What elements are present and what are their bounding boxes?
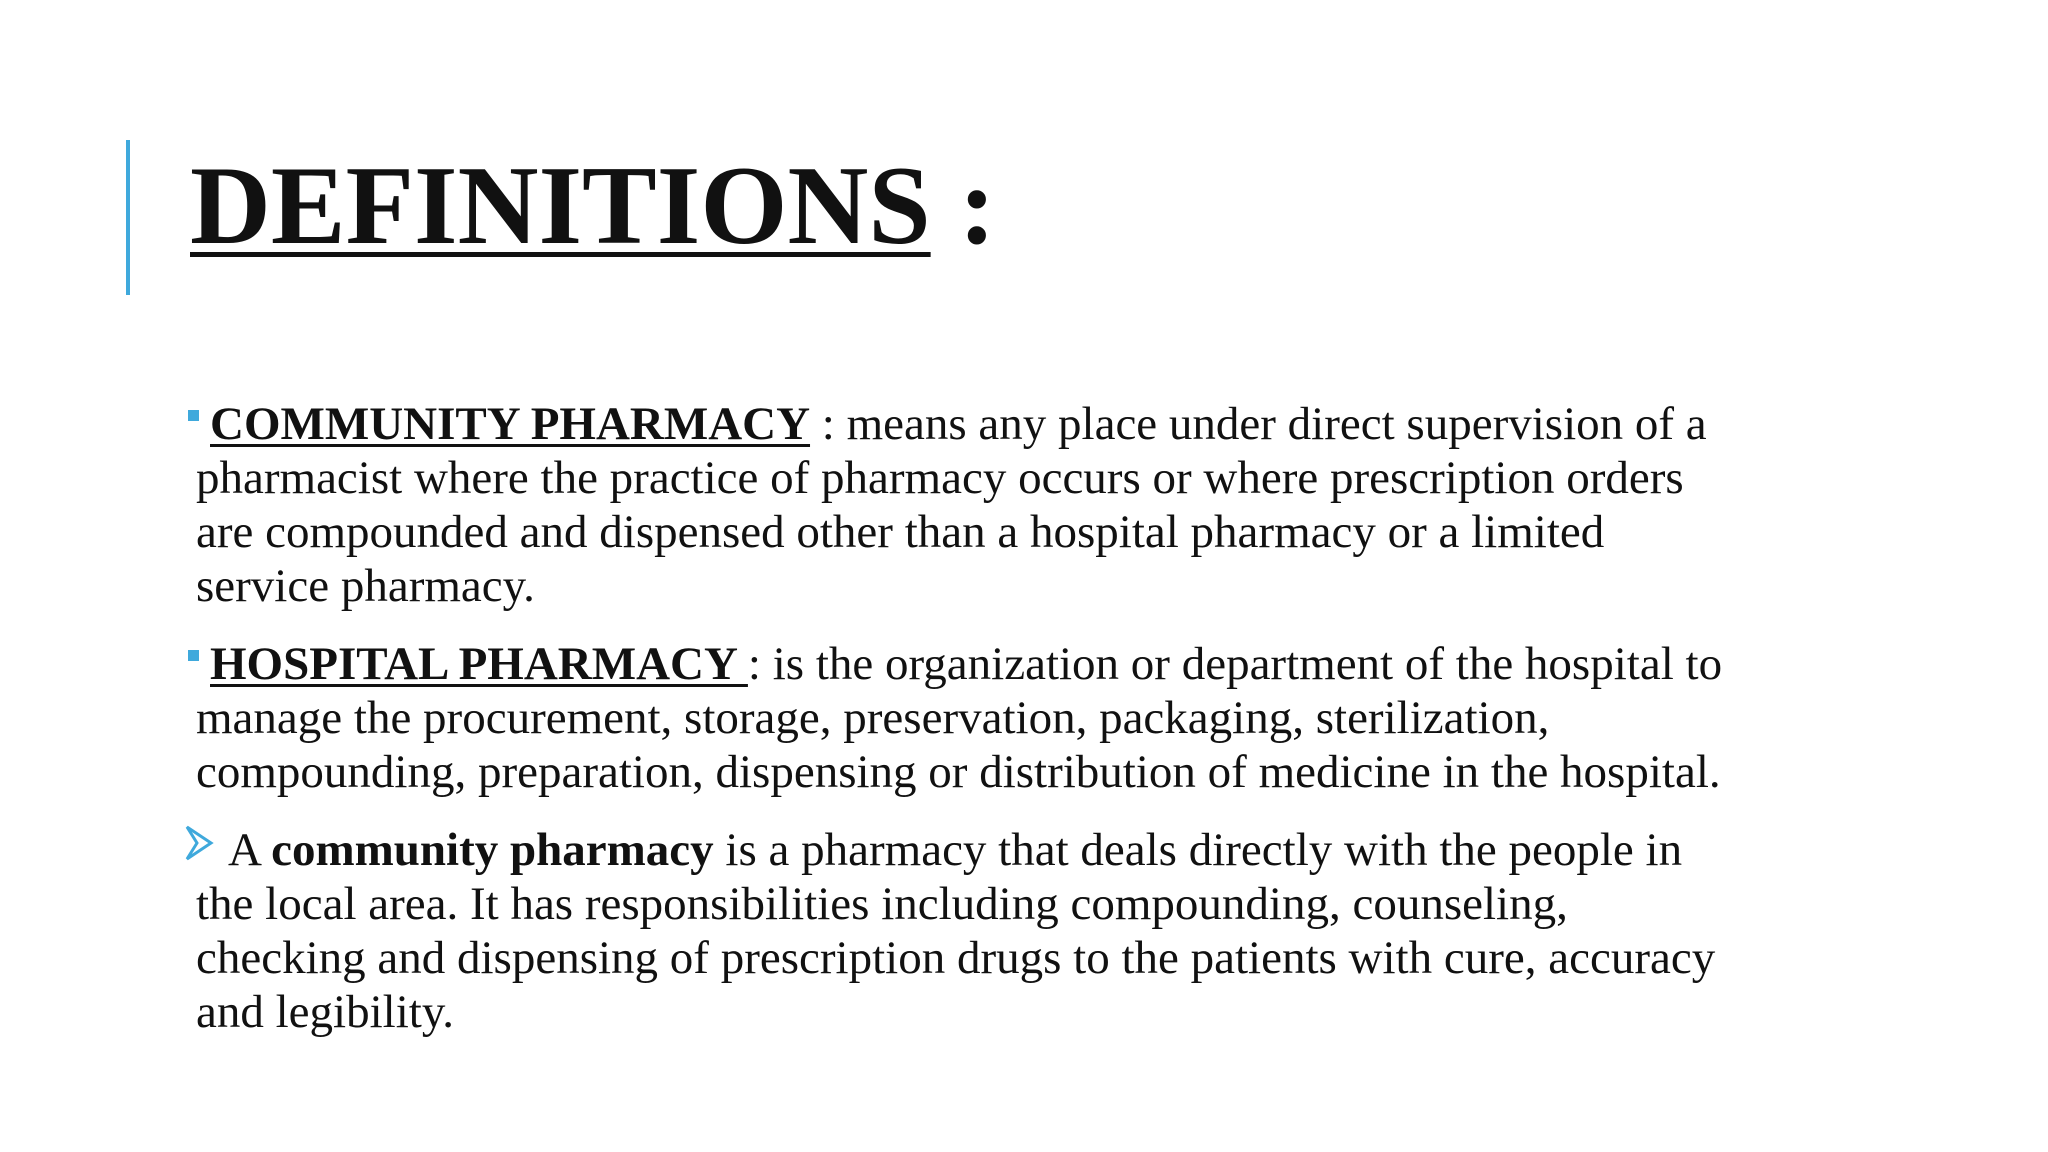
slide-title	[190, 144, 996, 268]
definition-text: : means any place under direct supervision of a	[810, 398, 1707, 450]
definition-text: : is the organization or department of the hospital to	[747, 638, 1723, 690]
definition-line-3: compounding, preparation, dispensing or distribution of medicine in the hospital.	[196, 746, 1721, 798]
definition-term: COMMUNITY PHARMACY	[210, 398, 811, 450]
definition-line-1	[196, 397, 1828, 451]
definition-line-4: service pharmacy.	[196, 560, 535, 612]
description-line-1	[196, 823, 1828, 877]
slide-title-colon: :	[930, 144, 996, 268]
description-lead: A	[228, 824, 272, 876]
square-bullet-icon	[188, 650, 199, 661]
definition-community-pharmacy	[188, 397, 1828, 613]
definitions-list	[188, 397, 1828, 1039]
description-line-3: checking and dispensing of prescription drugs to the patients with cure, accuracy	[196, 932, 1716, 984]
community-pharmacy-description	[188, 823, 1828, 1039]
description-text: is a pharmacy that deals directly with the people in	[713, 824, 1683, 876]
definition-line-2: pharmacist where the practice of pharmacy occurs or where prescription orders	[196, 452, 1684, 504]
definition-line-1	[196, 637, 1828, 691]
square-bullet-icon	[188, 410, 199, 421]
title-accent-bar	[126, 140, 130, 295]
description-line-2: the local area. It has responsibilities including compounding, counseling,	[196, 878, 1568, 930]
description-line-4: and legibility.	[196, 986, 455, 1038]
definition-hospital-pharmacy	[188, 637, 1828, 799]
definition-term: HOSPITAL PHARMACY	[210, 638, 748, 690]
definition-line-3: are compounded and dispensed other than a hospital pharmacy or a limited	[196, 506, 1605, 558]
description-bold-term: community pharmacy	[271, 824, 714, 876]
slide-title-text: DEFINITIONS	[190, 144, 931, 268]
arrow-bullet-icon	[183, 823, 215, 863]
definition-line-2: manage the procurement, storage, preservation, packaging, sterilization,	[196, 692, 1550, 744]
